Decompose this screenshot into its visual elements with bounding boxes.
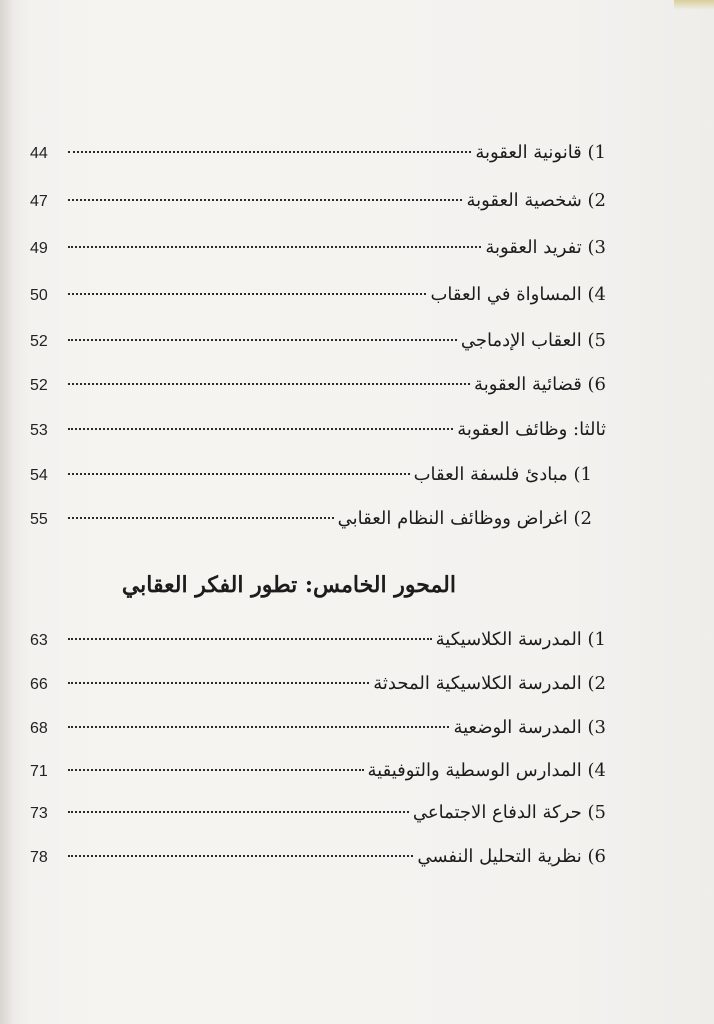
leader-dots — [68, 811, 409, 813]
toc-entry-label: ثالثا: وظائف العقوبة — [457, 419, 606, 440]
toc-entry[interactable] — [30, 141, 606, 166]
toc-page-number: 50 — [30, 287, 48, 304]
leader-dots — [68, 383, 470, 385]
leader-dots — [68, 428, 453, 430]
leader-dots — [68, 151, 471, 153]
toc-entry-label: 1) المدرسة الكلاسيكية — [435, 629, 606, 650]
toc-entry[interactable] — [30, 672, 606, 697]
page-corner-tab — [674, 0, 714, 10]
toc-page-number: 71 — [30, 763, 48, 780]
toc-entry[interactable] — [30, 373, 606, 398]
toc-entry[interactable] — [30, 628, 606, 653]
section-heading: المحور الخامس: تطور الفكر العقابي — [121, 572, 456, 598]
leader-dots — [68, 199, 462, 201]
leader-dots — [68, 246, 481, 248]
toc-entry[interactable] — [30, 716, 606, 741]
toc-entry-label: 6) قضائية العقوبة — [474, 374, 606, 395]
toc-page-number: 55 — [30, 511, 48, 528]
toc-page-number: 68 — [30, 720, 48, 737]
toc-page-number: 49 — [30, 240, 48, 257]
toc-page-number: 78 — [30, 849, 48, 866]
leader-dots — [68, 473, 410, 475]
toc-entry[interactable] — [30, 329, 606, 354]
toc-entry-label: 5) حركة الدفاع الاجتماعي — [412, 802, 606, 823]
toc-page-number: 53 — [30, 422, 48, 439]
toc-entry-label: 2) المدرسة الكلاسيكية المحدثة — [373, 673, 606, 694]
toc-entry-label: 4) المساواة في العقاب — [430, 284, 606, 305]
toc-entry-label: 2) اغراض ووظائف النظام العقابي — [337, 508, 592, 529]
toc-page-number: 63 — [30, 632, 48, 649]
toc-entry[interactable] — [30, 759, 606, 784]
toc-entry-label: 5) العقاب الإدماجي — [460, 330, 606, 351]
toc-entry[interactable] — [30, 463, 592, 488]
toc-entry[interactable] — [30, 189, 606, 214]
toc-page-number: 47 — [30, 193, 48, 210]
toc-entry[interactable] — [30, 283, 606, 308]
toc-entry[interactable] — [30, 418, 606, 443]
toc-page-number: 54 — [30, 467, 48, 484]
leader-dots — [68, 855, 413, 857]
toc-page-number: 44 — [30, 145, 48, 162]
leader-dots — [68, 682, 369, 684]
toc-entry-label: 3) المدرسة الوضعية — [453, 717, 606, 738]
toc-entry-label: 1) مبادئ فلسفة العقاب — [413, 464, 592, 485]
toc-entry-label: 2) شخصية العقوبة — [466, 190, 606, 211]
toc-page-number: 52 — [30, 377, 48, 394]
toc-entry[interactable] — [30, 507, 592, 532]
leader-dots — [68, 638, 432, 640]
toc-entry-label: 6) نظرية التحليل النفسي — [417, 846, 606, 867]
toc-entry[interactable] — [30, 801, 606, 826]
leader-dots — [68, 517, 334, 519]
leader-dots — [68, 769, 364, 771]
toc-page-number: 73 — [30, 805, 48, 822]
leader-dots — [68, 339, 457, 341]
toc-entry-label: 1) قانونية العقوبة — [475, 142, 606, 163]
toc-entry[interactable] — [30, 845, 606, 870]
toc-entry-label: 4) المدارس الوسطية والتوفيقية — [367, 760, 606, 781]
toc-entry-label: 3) تفريد العقوبة — [485, 237, 606, 258]
toc-page-number: 66 — [30, 676, 48, 693]
leader-dots — [68, 726, 449, 728]
leader-dots — [68, 293, 426, 295]
toc-page-number: 52 — [30, 333, 48, 350]
toc-entry[interactable] — [30, 236, 606, 261]
